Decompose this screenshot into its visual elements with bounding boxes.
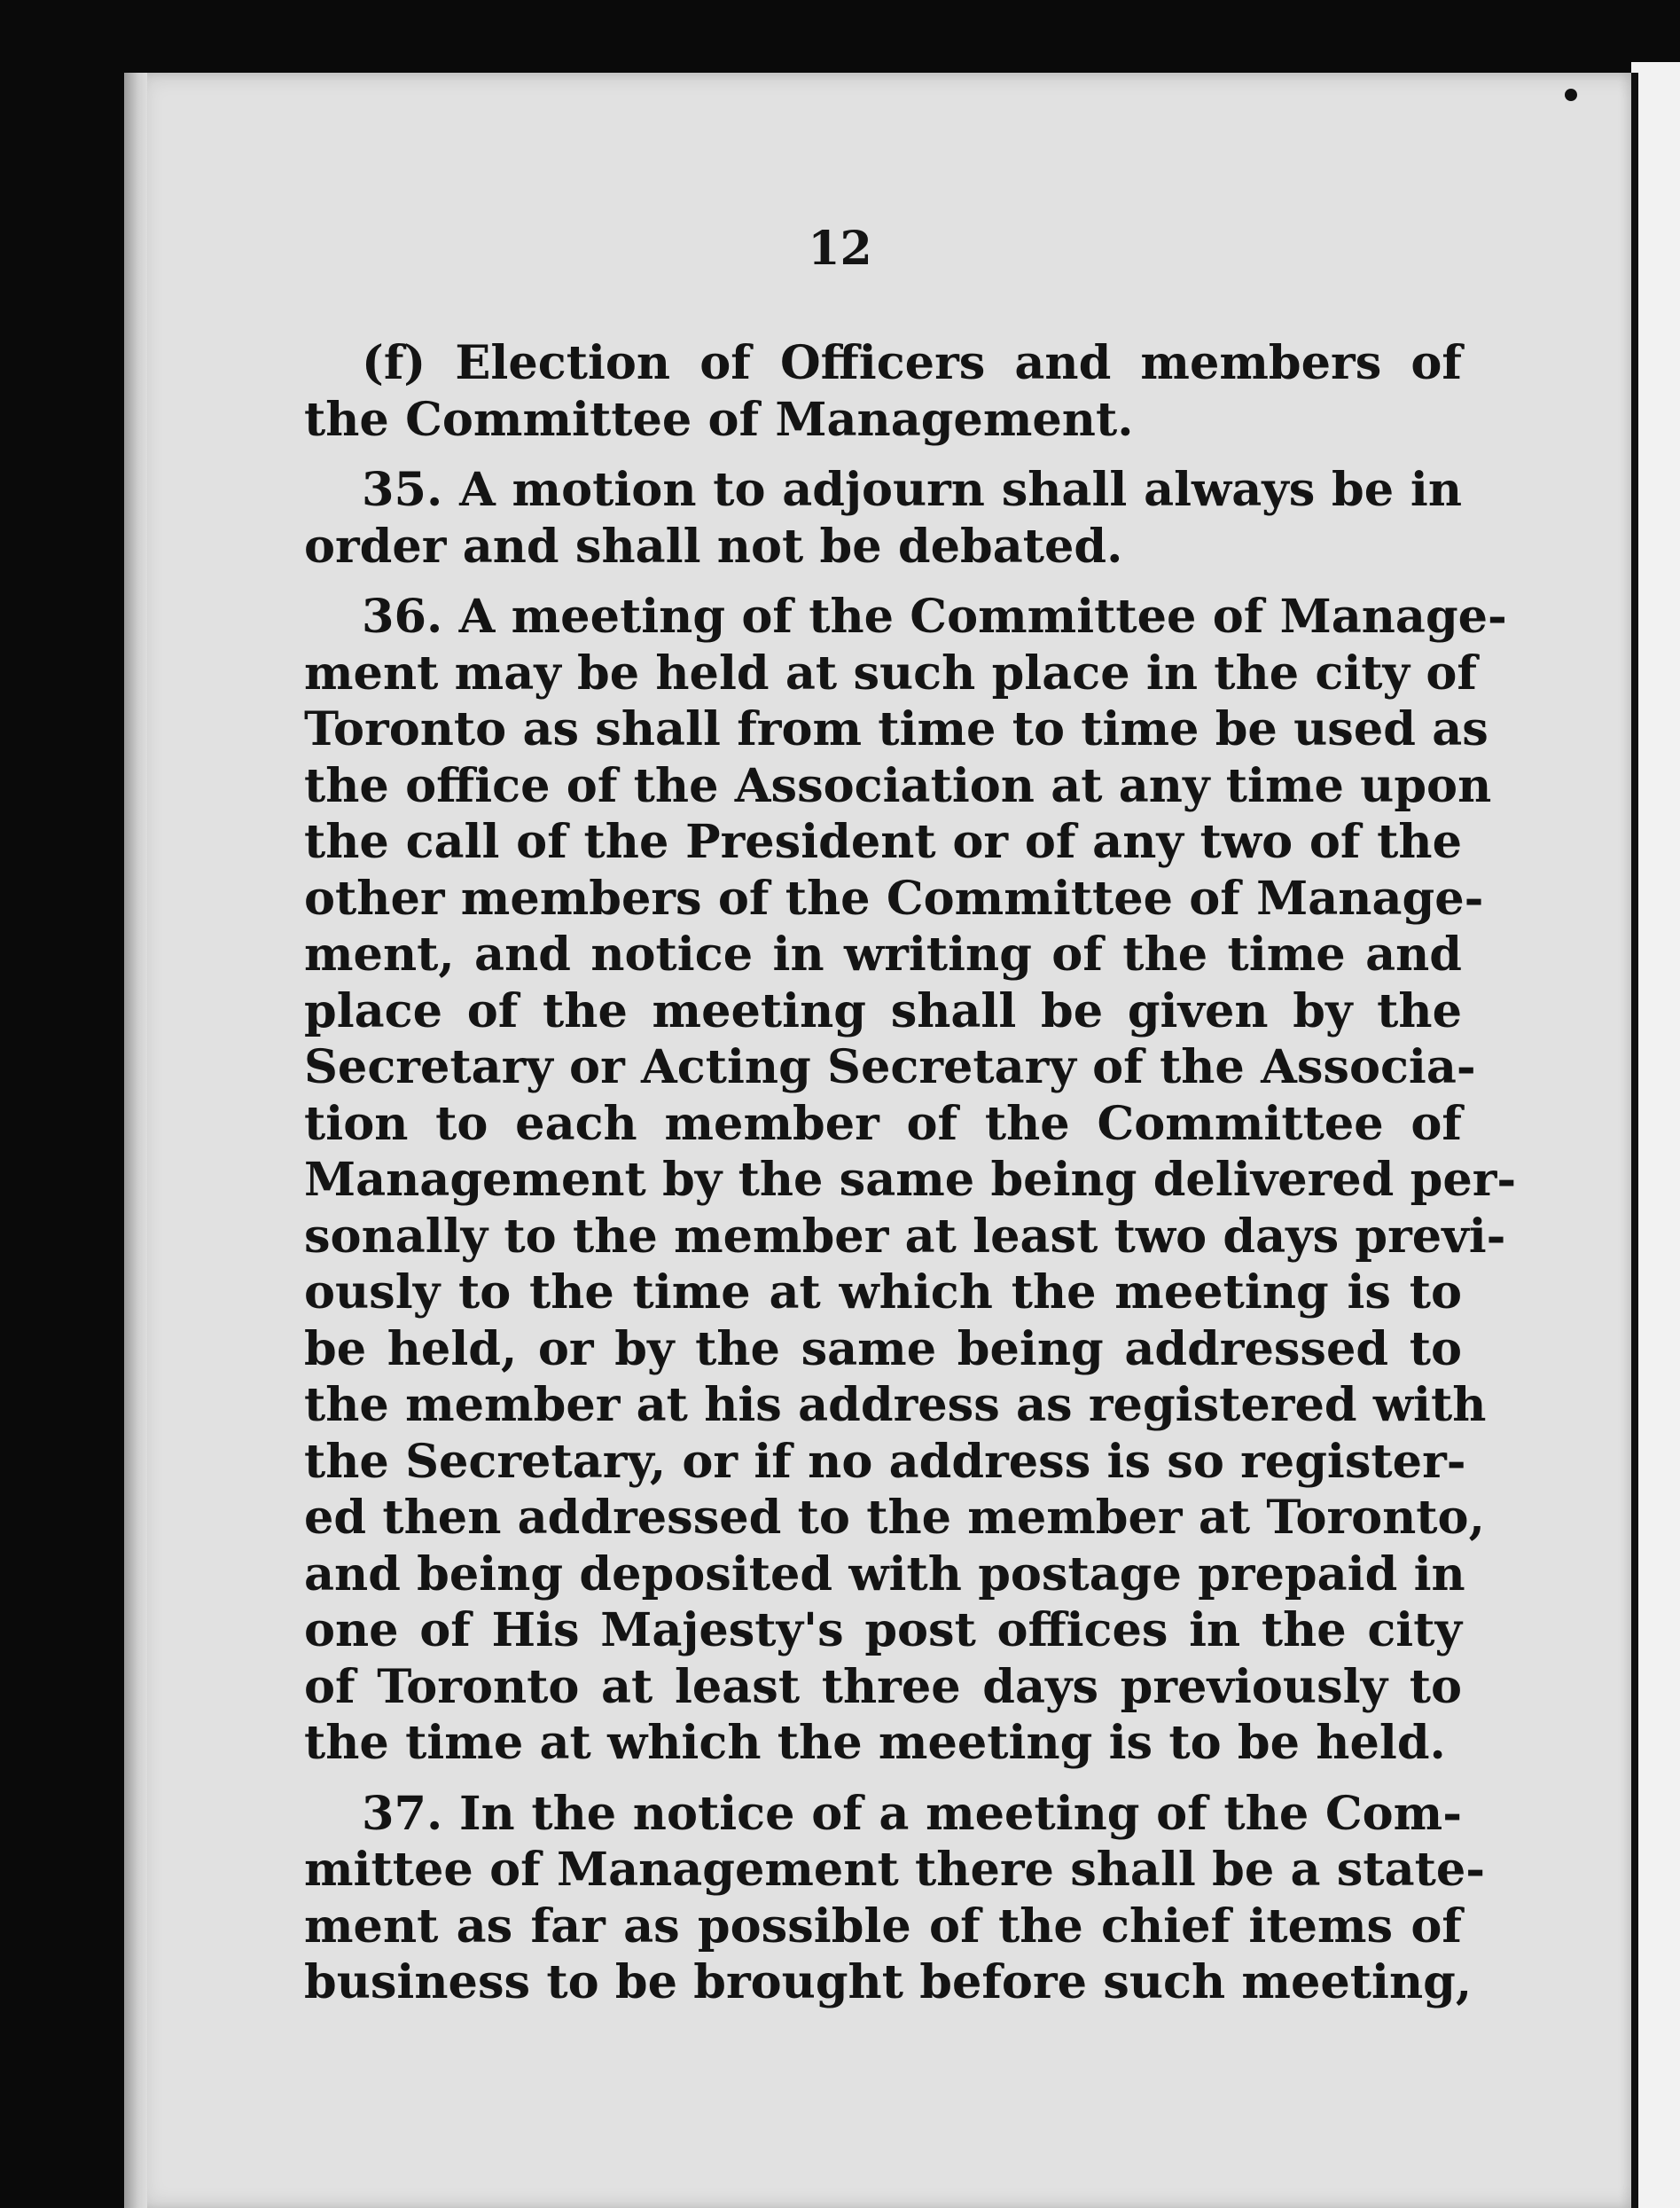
text-line: tion to each member of the Committee of (304, 1096, 1462, 1151)
adjacent-page-edge (1631, 62, 1680, 2208)
body-text (304, 335, 1517, 2025)
text-line: order and shall not be debated. (304, 519, 1123, 574)
text-line: ment, and notice in writing of the time and (304, 928, 1462, 982)
text-line: the office of the Association at any time upon (304, 758, 1492, 813)
text-line: Management by the same being delivered per- (304, 1153, 1517, 1207)
text-line: the call of the President or of any two of the (304, 815, 1462, 869)
scan-speck (1565, 89, 1577, 101)
page-number: 12 (808, 222, 872, 276)
text-line: 35. A motion to adjourn shall always be in (362, 463, 1462, 517)
paragraph-35 (304, 462, 1462, 575)
text-line: 37. In the notice of a meeting of the Com- (362, 1786, 1462, 1841)
text-line: sonally to the member at least two days previ- (304, 1209, 1506, 1264)
text-line: (f) Election of Officers and members of (362, 336, 1462, 390)
text-line: be held, or by the same being addressed to (304, 1321, 1462, 1376)
text-line: other members of the Committee of Manage- (304, 871, 1484, 926)
text-line: the time at which the meeting is to be held. (304, 1716, 1446, 1770)
text-line: one of His Majesty's post offices in the city (304, 1603, 1462, 1657)
text-line: place of the meeting shall be given by the (304, 983, 1462, 1038)
text-line: and being deposited with postage prepaid in (304, 1546, 1465, 1601)
text-line: of Toronto at least three days previously to (304, 1659, 1462, 1714)
page-binding-edge (124, 73, 147, 2208)
text-line: 36. A meeting of the Committee of Manage- (362, 590, 1507, 644)
text-line: business to be brought before such meeting, (304, 1955, 1473, 2009)
text-line: the Committee of Management. (304, 392, 1134, 447)
text-line: ment may be held at such place in the city of (304, 646, 1477, 701)
text-line: the Secretary, or if no address is so register- (304, 1434, 1466, 1489)
paragraph-36 (304, 589, 1517, 1772)
text-line: ously to the time at which the meeting is to (304, 1265, 1462, 1319)
text-line: mittee of Management there shall be a state- (304, 1843, 1486, 1897)
text-line: the member at his address as registered with (304, 1378, 1487, 1432)
text-line: ment as far as possible of the chief items of (304, 1899, 1462, 1954)
text-line: Toronto as shall from time to time be used as (304, 702, 1489, 756)
paragraph-37 (304, 1786, 1486, 2011)
text-line: Secretary or Acting Secretary of the Associa- (304, 1040, 1476, 1094)
paragraph-f (304, 335, 1462, 448)
page-gutter-line (1631, 73, 1638, 2208)
text-line: ed then addressed to the member at Toronto, (304, 1491, 1485, 1545)
